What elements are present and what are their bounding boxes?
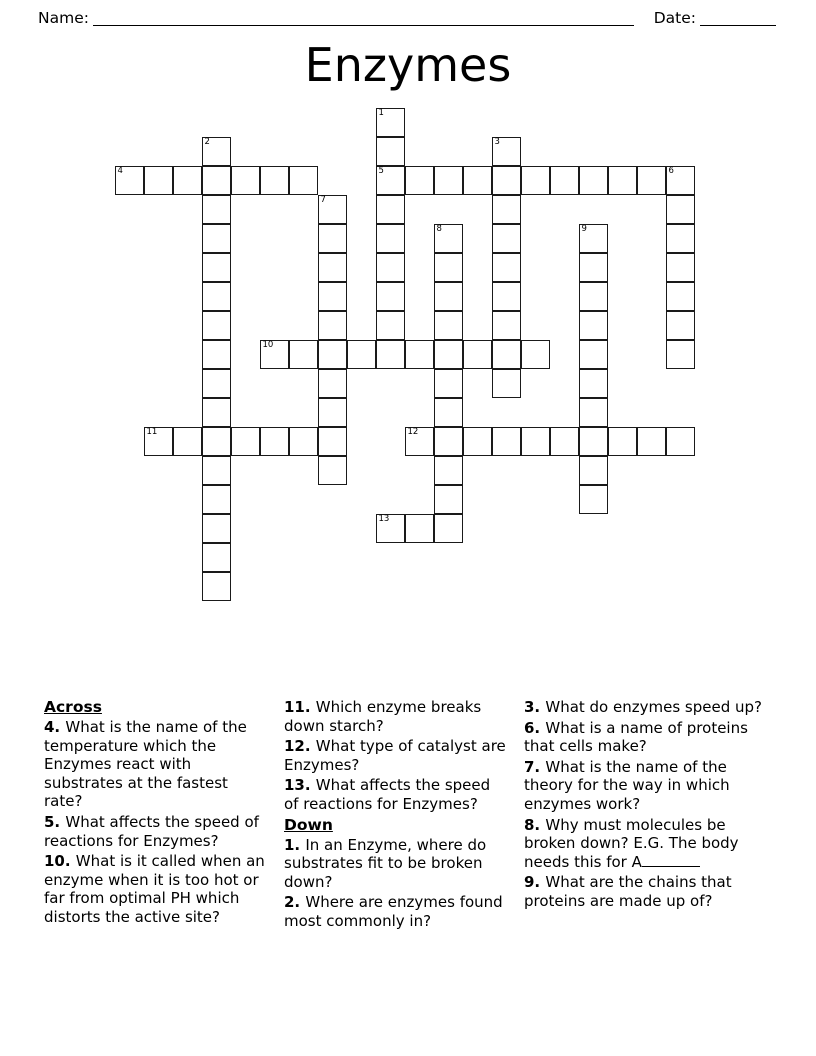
cell-number-8: 8 <box>436 224 442 234</box>
down-heading: Down <box>284 815 333 834</box>
clue-column-2 <box>284 698 524 933</box>
name-label: Name: <box>38 9 89 27</box>
clue-number: 8. <box>524 815 546 834</box>
crossword-cell[interactable] <box>434 311 463 340</box>
crossword-cell[interactable] <box>434 224 463 253</box>
crossword-cell[interactable] <box>666 340 695 369</box>
crossword-cell[interactable] <box>492 166 521 195</box>
crossword-cell[interactable] <box>376 224 405 253</box>
crossword-cell[interactable] <box>376 514 405 543</box>
crossword-cell[interactable] <box>318 456 347 485</box>
crossword-cell[interactable] <box>579 398 608 427</box>
clue-across-5 <box>44 813 266 850</box>
clue-answer-blank <box>642 853 700 867</box>
crossword-cell[interactable] <box>579 456 608 485</box>
clue-lists <box>44 698 776 933</box>
crossword-cell[interactable] <box>434 485 463 514</box>
crossword-cell[interactable] <box>434 514 463 543</box>
crossword-cell[interactable] <box>434 369 463 398</box>
cell-number-12: 12 <box>407 427 419 437</box>
clue-column-1 <box>44 698 284 929</box>
clue-number: 13. <box>284 776 316 795</box>
crossword-cell[interactable] <box>202 514 231 543</box>
crossword-cell[interactable] <box>289 427 318 456</box>
crossword-cell[interactable] <box>289 340 318 369</box>
crossword-cell[interactable] <box>550 427 579 456</box>
clue-across-12 <box>284 737 506 774</box>
crossword-cell[interactable] <box>463 166 492 195</box>
clue-text: What is it called when an enzyme when it is too hot or far from optimal PH which distorts the active site? <box>44 852 265 926</box>
crossword-cell[interactable] <box>579 369 608 398</box>
cell-number-6: 6 <box>668 166 674 176</box>
cell-number-3: 3 <box>494 137 500 147</box>
crossword-cell[interactable] <box>202 456 231 485</box>
crossword-cell[interactable] <box>463 340 492 369</box>
across-heading: Across <box>44 698 102 716</box>
crossword-cell[interactable] <box>318 398 347 427</box>
crossword-cell[interactable] <box>144 427 173 456</box>
clue-number: 4. <box>44 718 66 736</box>
crossword-cell[interactable] <box>202 340 231 369</box>
crossword-cell[interactable] <box>579 340 608 369</box>
clue-number: 12. <box>284 737 316 756</box>
crossword-cell[interactable] <box>405 340 434 369</box>
crossword-cell[interactable] <box>579 485 608 514</box>
clue-text: What affects the speed of reactions for Enzymes? <box>284 776 491 813</box>
clue-text: What is the name of the temperature which the Enzymes react with substrates at the fastest rate? <box>44 718 247 811</box>
crossword-cell[interactable] <box>202 253 231 282</box>
crossword-cell[interactable] <box>608 427 637 456</box>
crossword-cell[interactable] <box>434 340 463 369</box>
crossword-cell[interactable] <box>521 427 550 456</box>
crossword-cell[interactable] <box>492 311 521 340</box>
crossword-cell[interactable] <box>202 166 231 195</box>
crossword-cell[interactable] <box>202 224 231 253</box>
crossword-cell[interactable] <box>347 340 376 369</box>
cell-number-7: 7 <box>320 195 326 205</box>
crossword-cell[interactable] <box>492 195 521 224</box>
clue-down-6 <box>524 719 770 756</box>
clue-number: 6. <box>524 718 546 737</box>
clue-number: 7. <box>524 757 546 776</box>
crossword-cell[interactable] <box>434 456 463 485</box>
crossword-cell[interactable] <box>376 195 405 224</box>
clue-text: What do enzymes speed up? <box>545 698 762 716</box>
crossword-cell[interactable] <box>173 427 202 456</box>
crossword-cell[interactable] <box>202 369 231 398</box>
crossword-cell[interactable] <box>202 427 231 456</box>
cell-number-10: 10 <box>262 340 274 350</box>
crossword-cell[interactable] <box>202 485 231 514</box>
crossword-cell[interactable] <box>376 166 405 195</box>
crossword-cell[interactable] <box>405 427 434 456</box>
clue-across-10 <box>44 852 266 926</box>
cell-number-2: 2 <box>204 137 210 147</box>
cell-number-13: 13 <box>378 514 390 524</box>
crossword-cell[interactable] <box>579 311 608 340</box>
clue-text: In an Enzyme, where do substrates fit to be broken down? <box>284 835 487 891</box>
crossword-cell[interactable] <box>405 166 434 195</box>
crossword-cell[interactable] <box>579 282 608 311</box>
crossword-cell[interactable] <box>318 282 347 311</box>
crossword-cell[interactable] <box>318 369 347 398</box>
clue-text: Where are enzymes found most commonly in? <box>284 893 503 930</box>
clue-down-9 <box>524 873 770 910</box>
clue-number: 11. <box>284 698 316 716</box>
date-label: Date: <box>653 9 696 27</box>
clue-down-8 <box>524 816 770 872</box>
crossword-cell[interactable] <box>202 572 231 601</box>
crossword-cell[interactable] <box>202 543 231 572</box>
crossword-cell[interactable] <box>666 311 695 340</box>
crossword-cell[interactable] <box>550 166 579 195</box>
crossword-cell[interactable] <box>318 253 347 282</box>
crossword-cell[interactable] <box>666 195 695 224</box>
crossword-cell[interactable] <box>260 427 289 456</box>
crossword-cell[interactable] <box>492 282 521 311</box>
crossword-cell[interactable] <box>231 166 260 195</box>
cell-number-1: 1 <box>378 108 384 118</box>
crossword-cell[interactable] <box>608 166 637 195</box>
clue-text: What type of catalyst are Enzymes? <box>284 737 506 774</box>
crossword-cell[interactable] <box>492 253 521 282</box>
crossword-cell[interactable] <box>463 427 492 456</box>
clue-number: 3. <box>524 698 546 716</box>
cell-number-9: 9 <box>581 224 587 234</box>
crossword-cell[interactable] <box>492 137 521 166</box>
crossword-cell[interactable] <box>434 398 463 427</box>
crossword-cell[interactable] <box>202 282 231 311</box>
crossword-cell[interactable] <box>521 340 550 369</box>
crossword-cell[interactable] <box>173 166 202 195</box>
crossword-cell[interactable] <box>376 311 405 340</box>
clue-number: 1. <box>284 835 306 854</box>
crossword-cell[interactable] <box>666 427 695 456</box>
crossword-cell[interactable] <box>579 253 608 282</box>
crossword-cell[interactable] <box>318 427 347 456</box>
crossword-cell[interactable] <box>492 340 521 369</box>
clue-down-3 <box>524 698 770 717</box>
crossword-cell[interactable] <box>492 224 521 253</box>
crossword-cell[interactable] <box>434 166 463 195</box>
crossword-cell[interactable] <box>666 282 695 311</box>
crossword-cell[interactable] <box>202 137 231 166</box>
crossword-cell[interactable] <box>666 166 695 195</box>
crossword-cell[interactable] <box>260 166 289 195</box>
crossword-cell[interactable] <box>434 253 463 282</box>
crossword-cell[interactable] <box>637 427 666 456</box>
clue-down-7 <box>524 758 770 814</box>
crossword-cell[interactable] <box>318 224 347 253</box>
crossword-cell[interactable] <box>376 137 405 166</box>
crossword-cell[interactable] <box>666 224 695 253</box>
crossword-cell[interactable] <box>115 166 144 195</box>
crossword-cell[interactable] <box>202 398 231 427</box>
crossword-cell[interactable] <box>492 427 521 456</box>
clue-text: What is a name of proteins that cells make? <box>524 718 748 756</box>
clue-text: What are the chains that proteins are made up of? <box>524 873 732 910</box>
crossword-cell[interactable] <box>376 282 405 311</box>
page-title: Enzymes <box>304 38 512 92</box>
crossword-cell[interactable] <box>579 427 608 456</box>
clue-text: What affects the speed of reactions for Enzymes? <box>44 812 259 850</box>
clue-number: 9. <box>524 873 546 892</box>
clue-text: Why must molecules be broken down? E.G. The body needs this for A <box>524 815 739 871</box>
crossword-cell[interactable] <box>260 340 289 369</box>
crossword-cell[interactable] <box>318 340 347 369</box>
crossword-cell[interactable] <box>231 427 260 456</box>
crossword-cell[interactable] <box>434 427 463 456</box>
clue-across-11 <box>284 698 506 735</box>
crossword-cell[interactable] <box>376 253 405 282</box>
clue-column-3 <box>524 698 774 913</box>
clue-across-13 <box>284 776 506 813</box>
clue-down-2 <box>284 893 506 930</box>
cell-number-11: 11 <box>146 427 158 437</box>
crossword-cell[interactable] <box>666 253 695 282</box>
crossword-cell[interactable] <box>318 195 347 224</box>
crossword-cell[interactable] <box>492 369 521 398</box>
crossword-cell[interactable] <box>202 195 231 224</box>
crossword-cell[interactable] <box>579 166 608 195</box>
crossword-cell[interactable] <box>144 166 173 195</box>
crossword-cell[interactable] <box>637 166 666 195</box>
crossword-cell[interactable] <box>318 311 347 340</box>
cell-number-5: 5 <box>378 166 384 176</box>
crossword-cell[interactable] <box>376 108 405 137</box>
crossword-cell[interactable] <box>202 311 231 340</box>
crossword-cell[interactable] <box>521 166 550 195</box>
clue-number: 2. <box>284 893 306 912</box>
crossword-cell[interactable] <box>579 224 608 253</box>
crossword-cell[interactable] <box>434 282 463 311</box>
clue-text: What is the name of the theory for the way in which enzymes work? <box>524 757 730 813</box>
clue-number: 10. <box>44 852 76 871</box>
crossword-cell[interactable] <box>376 340 405 369</box>
clue-down-1 <box>284 836 506 892</box>
crossword-cell[interactable] <box>405 514 434 543</box>
clue-across-4 <box>44 718 266 811</box>
cell-number-4: 4 <box>117 166 123 176</box>
crossword-cell[interactable] <box>289 166 318 195</box>
clue-text: Which enzyme breaks down starch? <box>284 698 482 735</box>
clue-number: 5. <box>44 812 66 831</box>
